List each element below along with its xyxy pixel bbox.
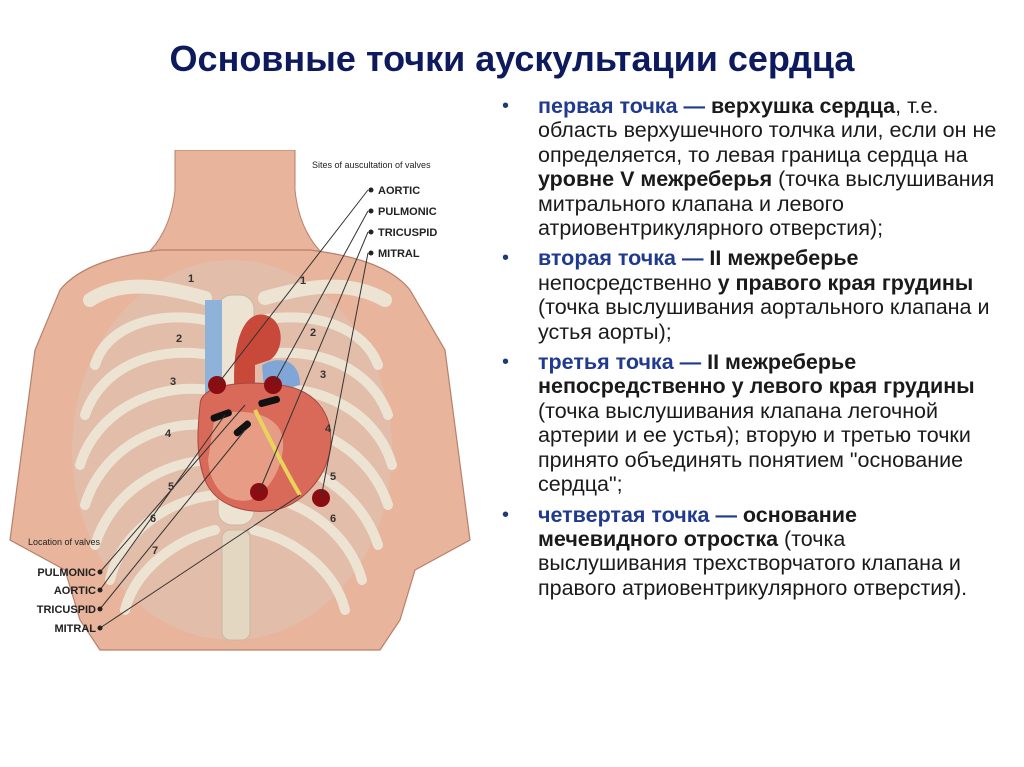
label-bottom-aortic: AORTIC: [53, 585, 96, 597]
point-description: (точка выслушивания трехстворчатого клапана и правого атриовентрикулярного отверстия).: [538, 526, 968, 600]
label-mitral: MITRAL: [378, 248, 420, 260]
label-pulmonic: PULMONIC: [378, 206, 437, 218]
list-item-fourth-point: [500, 503, 1000, 601]
rib-number: 2: [310, 327, 317, 339]
bullet-dot: •: [502, 247, 510, 270]
label-aortic: AORTIC: [378, 185, 421, 197]
rib-number: 1: [300, 275, 307, 287]
caption-sites: Sites of auscultation of valves: [312, 160, 431, 170]
point-location: верхушка сердца: [710, 94, 896, 118]
point-location: основание мечевидного отростка: [538, 502, 857, 551]
point-title: третья точка —: [538, 350, 708, 375]
chest-auscultation-illustration: [0, 150, 480, 660]
rib-number: 1: [188, 273, 195, 285]
bullet-dot: •: [502, 351, 510, 374]
point-location-detail: у правого края грудины: [717, 270, 974, 295]
rib-number: 3: [170, 376, 177, 388]
auscultation-points-list: [500, 94, 1000, 606]
point-valve-note: (точка выслушивания аортального клапана и устья аорты);: [538, 295, 990, 344]
rib-number: 4: [165, 428, 172, 440]
rib-number: 5: [168, 481, 175, 493]
list-item-third-point: [500, 350, 1000, 496]
rib-number: 6: [150, 513, 157, 525]
bullet-dot: •: [502, 95, 510, 117]
label-bottom-tricuspid: TRICUSPID: [36, 604, 96, 616]
point-title: первая точка —: [538, 94, 711, 118]
caption-location: Location of valves: [28, 537, 101, 547]
top-labels: [369, 185, 438, 260]
point-location: II межреберье непосредственно у левого края грудины: [538, 350, 975, 399]
list-item-first-point: [500, 94, 1000, 240]
label-bottom-mitral: MITRAL: [54, 623, 96, 635]
point-location-detail: уровне V межреберья: [538, 167, 773, 192]
slide-title: Основные точки аускультации сердца: [169, 38, 855, 79]
point-description: , т.е. область верхушечного толчка или, если он не определяется, то левая граница сердца на: [538, 94, 997, 167]
point-title: четвертая точка —: [538, 502, 743, 527]
rib-number: 6: [330, 513, 337, 525]
point-description: (точка выслушивания клапана легочной артерии и ее устья); вторую и третью точки принято объединять понятием "основание сердца";: [538, 398, 971, 497]
point-valve-note: (точка выслушивания митрального клапана и левого атриовентрикулярного отверстия);: [538, 167, 995, 241]
spine: [222, 530, 250, 640]
rib-number: 5: [330, 471, 337, 483]
rib-number: 4: [325, 423, 332, 435]
point-title: вторая точка —: [538, 246, 710, 271]
rib-number: 7: [152, 545, 159, 557]
point-description: непосредственно: [538, 270, 718, 295]
neck: [140, 150, 330, 260]
label-bottom-pulmonic: PULMONIC: [37, 567, 96, 579]
rib-number: 2: [176, 333, 183, 345]
rib-number: 3: [320, 369, 327, 381]
list-item-second-point: [500, 246, 1000, 344]
point-location: II межреберье: [709, 246, 859, 271]
bullet-dot: •: [502, 503, 510, 526]
label-tricuspid: TRICUSPID: [378, 227, 438, 239]
